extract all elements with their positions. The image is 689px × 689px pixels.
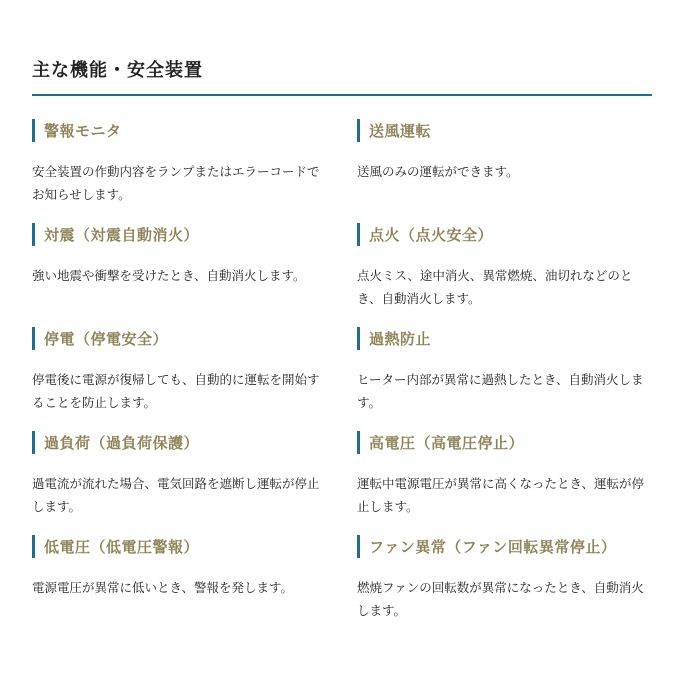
feature-heading <box>32 534 328 558</box>
feature-heading-text: 点火（点火安全） <box>369 226 494 244</box>
feature-description: 強い地震や衝撃を受けたとき、自動消火します。 <box>32 268 306 283</box>
title-divider <box>32 94 652 96</box>
feature-item-overheat <box>357 326 653 414</box>
page-title: 主な機能・安全装置 <box>32 60 203 81</box>
feature-item-seismic <box>32 222 328 287</box>
feature-item-high-voltage <box>357 430 653 518</box>
feature-row <box>32 326 652 426</box>
feature-description: 送風のみの運転ができます。 <box>357 164 519 179</box>
feature-description: 点火ミス、途中消火、異常燃焼、油切れなどのとき、自動消火します。 <box>357 268 633 306</box>
feature-item-fan-mode <box>357 118 653 183</box>
feature-description: 停電後に電源が復帰しても、自動的に運転を開始することを防止します。 <box>32 372 320 410</box>
heading-accent-bar <box>32 535 35 558</box>
feature-heading-text: 警報モニタ <box>44 122 122 140</box>
feature-row <box>32 534 652 634</box>
heading-accent-bar <box>32 119 35 142</box>
feature-description: 運転中電源電圧が異常に高くなったとき、運転が停止します。 <box>357 476 645 514</box>
feature-description: 安全装置の作動内容をランプまたはエラーコードでお知らせします。 <box>32 164 320 202</box>
feature-row <box>32 118 652 218</box>
feature-heading <box>32 430 328 454</box>
feature-item-power-failure <box>32 326 328 414</box>
feature-description: ヒーター内部が異常に過熱したとき、自動消火します。 <box>357 372 644 410</box>
heading-accent-bar <box>357 119 360 142</box>
feature-heading-text: 送風運転 <box>369 122 432 140</box>
feature-item-low-voltage <box>32 534 328 599</box>
heading-accent-bar <box>32 431 35 454</box>
feature-heading-text: 過負荷（過負荷保護） <box>44 434 200 452</box>
heading-accent-bar <box>357 535 360 558</box>
feature-row <box>32 430 652 530</box>
feature-heading <box>32 118 328 142</box>
feature-item-alarm-monitor <box>32 118 328 206</box>
feature-heading-text: 対震（対震自動消火） <box>44 226 200 244</box>
feature-heading <box>32 222 328 246</box>
heading-accent-bar <box>357 223 360 246</box>
heading-accent-bar <box>32 327 35 350</box>
feature-heading <box>357 326 653 350</box>
feature-description: 過電流が流れた場合、電気回路を遮断し運転が停止します。 <box>32 476 320 514</box>
feature-heading <box>357 222 653 246</box>
heading-accent-bar <box>32 223 35 246</box>
feature-heading-text: 過熱防止 <box>369 330 432 348</box>
feature-description: 燃焼ファンの回転数が異常になったとき、自動消火します。 <box>357 580 644 618</box>
feature-heading-text: ファン異常（ファン回転異常停止） <box>369 538 617 556</box>
feature-heading <box>357 534 653 558</box>
feature-heading-text: 高電圧（高電圧停止） <box>369 434 525 452</box>
feature-heading <box>357 430 653 454</box>
feature-item-overload <box>32 430 328 518</box>
feature-item-fan-failure <box>357 534 653 622</box>
feature-heading-text: 低電圧（低電圧警報） <box>44 538 200 556</box>
feature-row <box>32 222 652 322</box>
heading-accent-bar <box>357 327 360 350</box>
feature-description: 電源電圧が異常に低いとき、警報を発します。 <box>32 580 294 595</box>
feature-item-ignition <box>357 222 653 310</box>
feature-heading <box>357 118 653 142</box>
feature-heading-text: 停電（停電安全） <box>44 330 169 348</box>
feature-page <box>32 0 652 689</box>
heading-accent-bar <box>357 431 360 454</box>
feature-heading <box>32 326 328 350</box>
